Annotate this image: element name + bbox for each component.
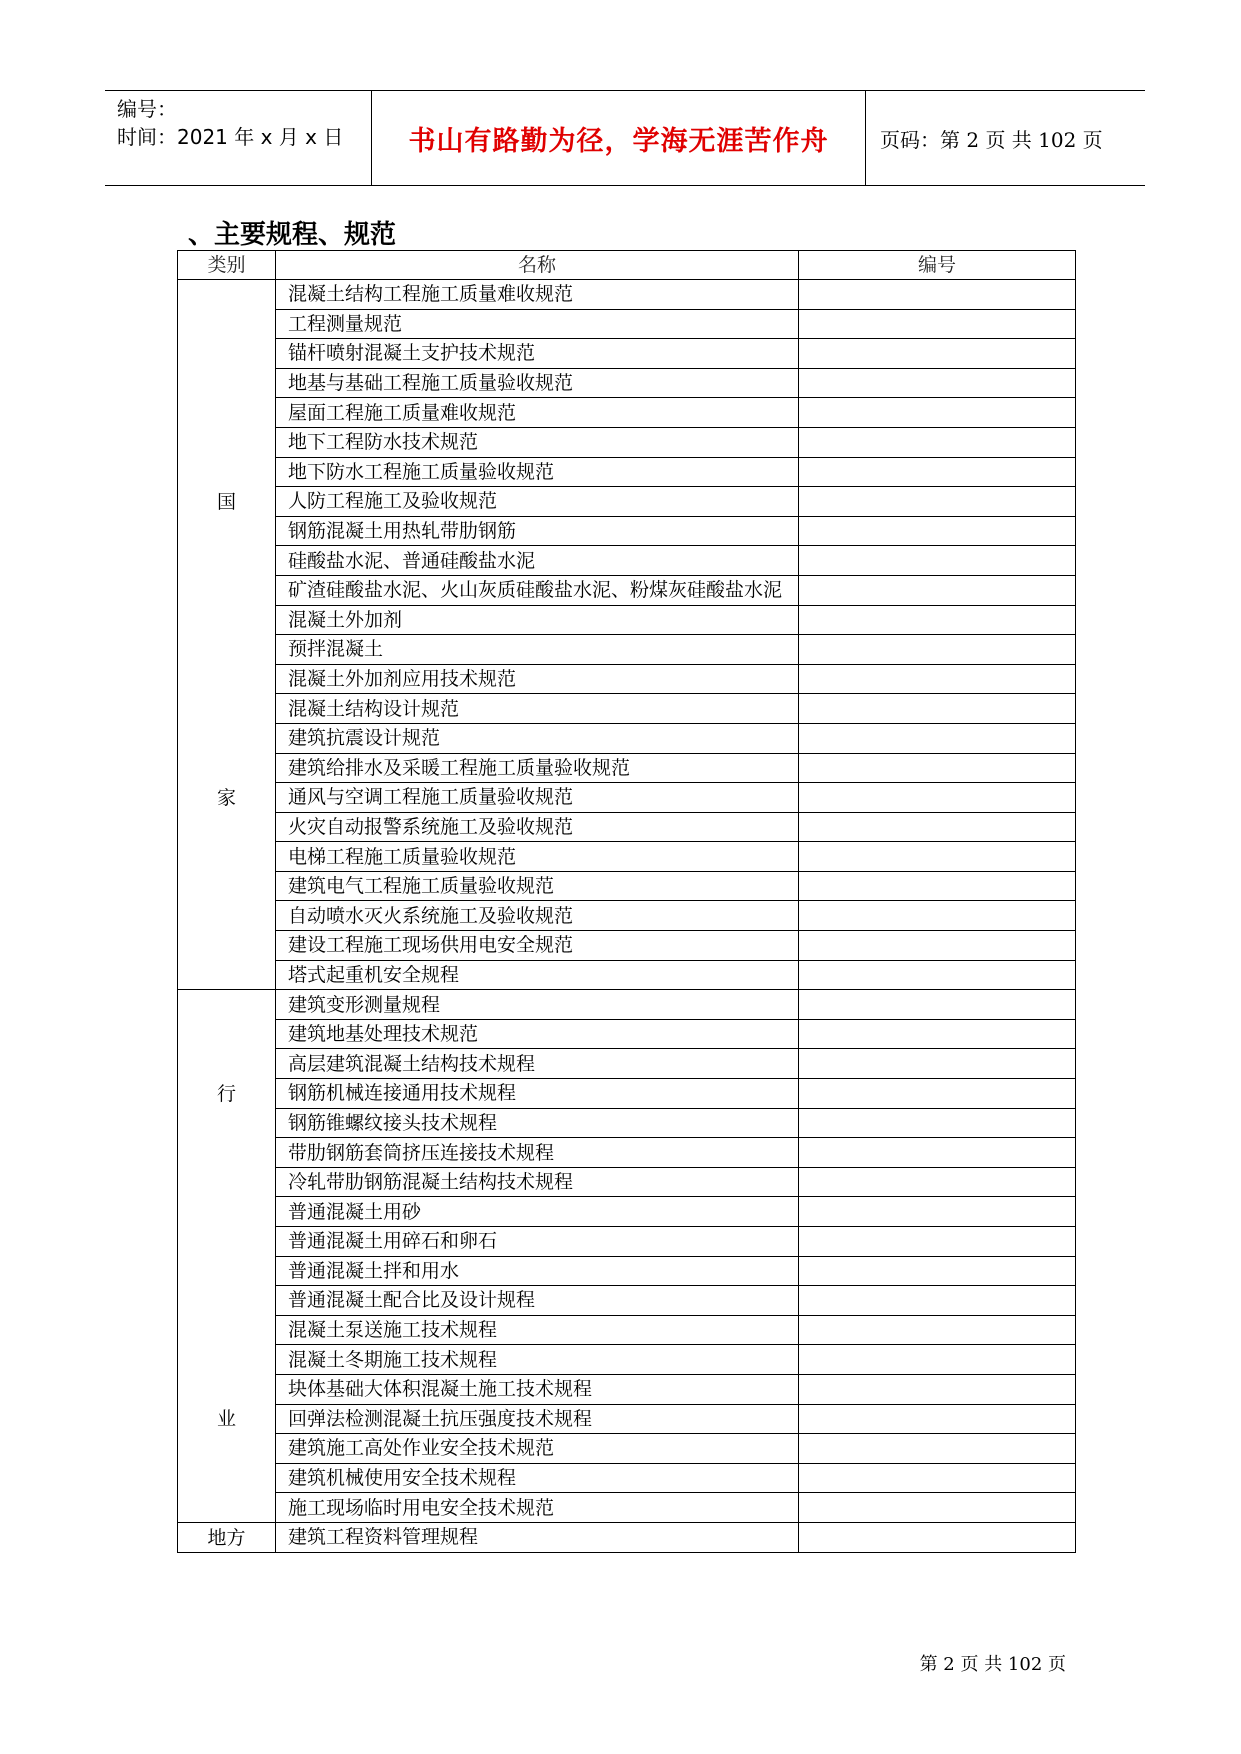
standard-name-cell: 锚杆喷射混凝土支护技术规范	[276, 339, 799, 369]
standard-number-cell	[799, 339, 1076, 369]
category-cell	[178, 1522, 276, 1552]
standard-number-cell	[799, 516, 1076, 546]
table-row	[178, 931, 1076, 961]
table-row	[178, 783, 1076, 813]
standard-name-cell: 混凝土冬期施工技术规程	[276, 1345, 799, 1375]
category-label: 家	[216, 786, 236, 809]
standard-number-cell	[799, 309, 1076, 339]
table-row	[178, 635, 1076, 665]
standard-name-cell: 建筑地基处理技术规范	[276, 1019, 799, 1049]
standard-name-cell: 带肋钢筋套筒挤压连接技术规程	[276, 1138, 799, 1168]
standard-number-cell	[799, 1167, 1076, 1197]
standard-number-cell	[799, 1227, 1076, 1257]
table-row	[178, 664, 1076, 694]
standard-name-cell: 火灾自动报警系统施工及验收规范	[276, 812, 799, 842]
table-row	[178, 1079, 1076, 1109]
standard-name-cell: 混凝土泵送施工技术规程	[276, 1315, 799, 1345]
standard-number-cell	[799, 1079, 1076, 1109]
standard-number-cell	[799, 1493, 1076, 1523]
standard-number-cell	[799, 1315, 1076, 1345]
standard-name-cell: 硅酸盐水泥、普通硅酸盐水泥	[276, 546, 799, 576]
standard-number-cell	[799, 1463, 1076, 1493]
standard-number-cell	[799, 1197, 1076, 1227]
standard-name-cell: 普通混凝土拌和用水	[276, 1256, 799, 1286]
standard-name-cell: 工程测量规范	[276, 309, 799, 339]
standard-name-cell: 预拌混凝土	[276, 635, 799, 665]
standard-number-cell	[799, 931, 1076, 961]
standard-number-cell	[799, 783, 1076, 813]
standard-number-cell	[799, 575, 1076, 605]
standard-number-cell	[799, 901, 1076, 931]
standard-number-cell	[799, 1049, 1076, 1079]
standard-name-cell: 高层建筑混凝土结构技术规程	[276, 1049, 799, 1079]
table-row	[178, 1404, 1076, 1434]
table-header-row	[178, 251, 1076, 280]
standard-number-cell	[799, 1019, 1076, 1049]
table-row	[178, 1227, 1076, 1257]
standard-number-cell	[799, 368, 1076, 398]
header-number: 编号	[799, 251, 1076, 280]
standard-number-cell	[799, 1345, 1076, 1375]
standard-name-cell: 建筑机械使用安全技术规程	[276, 1463, 799, 1493]
standard-name-cell: 建设工程施工现场供用电安全规范	[276, 931, 799, 961]
standard-number-cell	[799, 427, 1076, 457]
table-row	[178, 1108, 1076, 1138]
standard-name-cell: 回弹法检测混凝土抗压强度技术规程	[276, 1404, 799, 1434]
category-label: 行	[216, 1082, 236, 1105]
table-row	[178, 1315, 1076, 1345]
standard-number-cell	[799, 990, 1076, 1020]
standard-number-cell	[799, 1138, 1076, 1168]
table-row	[178, 694, 1076, 724]
standard-name-cell: 屋面工程施工质量难收规范	[276, 398, 799, 428]
standard-name-cell: 自动喷水灭火系统施工及验收规范	[276, 901, 799, 931]
standard-number-cell	[799, 812, 1076, 842]
category-label: 地方	[207, 1526, 246, 1549]
standard-number-cell	[799, 960, 1076, 990]
header-page-label: 页码：第 2 页 共 102 页	[880, 127, 1103, 152]
standard-name-cell: 混凝土结构设计规范	[276, 694, 799, 724]
table-row	[178, 1345, 1076, 1375]
table-row	[178, 575, 1076, 605]
table-row	[178, 487, 1076, 517]
section-title: 、主要规程、规范	[188, 220, 397, 250]
table-row	[178, 309, 1076, 339]
standard-name-cell: 普通混凝土用砂	[276, 1197, 799, 1227]
standard-number-cell	[799, 546, 1076, 576]
standard-name-cell: 钢筋混凝土用热轧带肋钢筋	[276, 516, 799, 546]
standard-name-cell: 建筑工程资料管理规程	[276, 1522, 799, 1552]
category-cell	[178, 990, 276, 1523]
table-row	[178, 812, 1076, 842]
standard-name-cell: 建筑变形测量规程	[276, 990, 799, 1020]
table-row	[178, 280, 1076, 310]
table-row	[178, 427, 1076, 457]
category-label: 国	[216, 490, 236, 513]
standard-name-cell: 人防工程施工及验收规范	[276, 487, 799, 517]
standard-number-cell	[799, 842, 1076, 872]
standard-number-cell	[799, 694, 1076, 724]
table-row	[178, 1286, 1076, 1316]
table-row	[178, 871, 1076, 901]
table-row	[178, 1049, 1076, 1079]
header-right	[866, 91, 1145, 185]
standard-name-cell: 建筑电气工程施工质量验收规范	[276, 871, 799, 901]
standard-number-cell	[799, 1108, 1076, 1138]
standard-number-cell	[799, 1522, 1076, 1552]
standard-name-cell: 地下工程防水技术规范	[276, 427, 799, 457]
table-row	[178, 753, 1076, 783]
standards-table	[177, 250, 1076, 1553]
standard-name-cell: 建筑给排水及采暖工程施工质量验收规范	[276, 753, 799, 783]
standard-number-cell	[799, 398, 1076, 428]
document-time-label: 时间：2021 年 x 月 x 日	[117, 125, 344, 149]
standard-number-cell	[799, 457, 1076, 487]
header-left	[105, 91, 372, 185]
standard-name-cell: 地基与基础工程施工质量验收规范	[276, 368, 799, 398]
table-row	[178, 516, 1076, 546]
table-row	[178, 339, 1076, 369]
standard-name-cell: 普通混凝土配合比及设计规程	[276, 1286, 799, 1316]
standard-number-cell	[799, 871, 1076, 901]
table-row	[178, 1463, 1076, 1493]
standard-name-cell: 块体基础大体积混凝土施工技术规程	[276, 1374, 799, 1404]
standard-name-cell: 混凝土外加剂	[276, 605, 799, 635]
table-row	[178, 1522, 1076, 1552]
table-row	[178, 960, 1076, 990]
standard-name-cell: 混凝土结构工程施工质量难收规范	[276, 280, 799, 310]
table-row	[178, 1256, 1076, 1286]
standard-number-cell	[799, 1374, 1076, 1404]
standard-number-cell	[799, 1286, 1076, 1316]
standard-name-cell: 钢筋机械连接通用技术规程	[276, 1079, 799, 1109]
standard-name-cell: 冷轧带肋钢筋混凝土结构技术规程	[276, 1167, 799, 1197]
header-name: 名称	[276, 251, 799, 280]
standard-number-cell	[799, 487, 1076, 517]
table-row	[178, 457, 1076, 487]
standard-number-cell	[799, 1256, 1076, 1286]
table-row	[178, 546, 1076, 576]
standard-number-cell	[799, 605, 1076, 635]
standard-number-cell	[799, 1434, 1076, 1464]
table-row	[178, 723, 1076, 753]
header-center	[372, 91, 866, 185]
table-row	[178, 1374, 1076, 1404]
standard-name-cell: 建筑施工高处作业安全技术规范	[276, 1434, 799, 1464]
standard-name-cell: 普通混凝土用碎石和卵石	[276, 1227, 799, 1257]
table-body	[178, 280, 1076, 1553]
standard-name-cell: 施工现场临时用电安全技术规范	[276, 1493, 799, 1523]
standard-name-cell: 建筑抗震设计规范	[276, 723, 799, 753]
table-row	[178, 398, 1076, 428]
header-category: 类别	[178, 251, 276, 280]
page-footer: 第 2 页 共 102 页	[919, 1654, 1066, 1675]
standard-number-cell	[799, 635, 1076, 665]
table-row	[178, 368, 1076, 398]
table-row	[178, 990, 1076, 1020]
standard-name-cell: 通风与空调工程施工质量验收规范	[276, 783, 799, 813]
category-label: 业	[216, 1408, 236, 1431]
category-cell	[178, 280, 276, 990]
standard-number-cell	[799, 753, 1076, 783]
standard-name-cell: 钢筋锥螺纹接头技术规程	[276, 1108, 799, 1138]
table-row	[178, 1019, 1076, 1049]
standard-name-cell: 混凝土外加剂应用技术规范	[276, 664, 799, 694]
standard-name-cell: 电梯工程施工质量验收规范	[276, 842, 799, 872]
standard-number-cell	[799, 280, 1076, 310]
table-row	[178, 1167, 1076, 1197]
standard-name-cell: 地下防水工程施工质量验收规范	[276, 457, 799, 487]
table-row	[178, 1434, 1076, 1464]
table-row	[178, 1138, 1076, 1168]
table-row	[178, 605, 1076, 635]
table-row	[178, 1197, 1076, 1227]
document-number-label: 编号：	[117, 97, 177, 121]
standard-name-cell: 塔式起重机安全规程	[276, 960, 799, 990]
table-row	[178, 901, 1076, 931]
table-row	[178, 842, 1076, 872]
header-motto: 书山有路勤为径，学海无涯苦作舟	[408, 125, 829, 157]
table-row	[178, 1493, 1076, 1523]
standard-name-cell: 矿渣硅酸盐水泥、火山灰质硅酸盐水泥、粉煤灰硅酸盐水泥	[276, 575, 799, 605]
page-header	[105, 90, 1145, 186]
standard-number-cell	[799, 1404, 1076, 1434]
standard-number-cell	[799, 723, 1076, 753]
standard-number-cell	[799, 664, 1076, 694]
